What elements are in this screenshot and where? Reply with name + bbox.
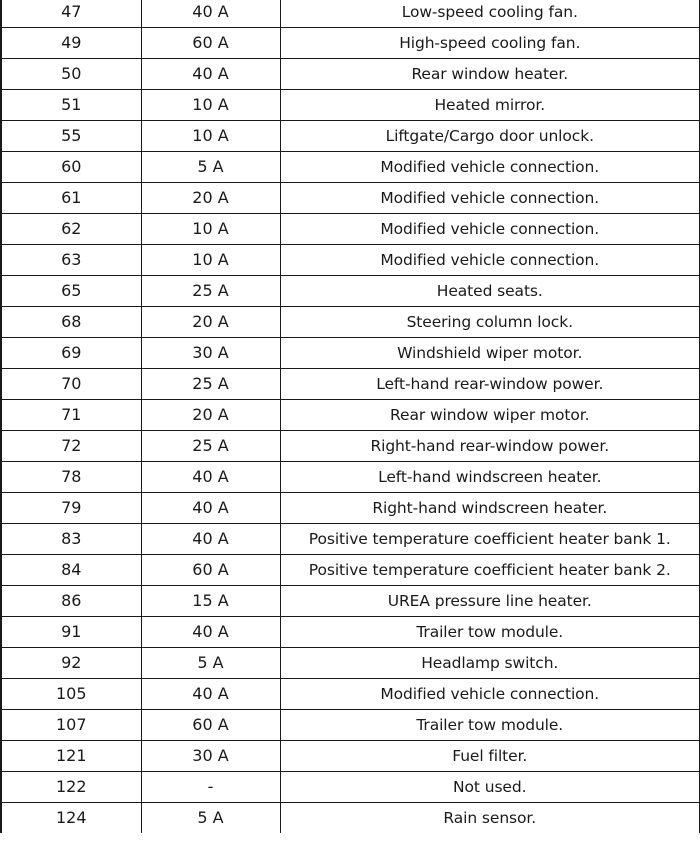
fuse-number-cell: 47 [1,0,141,28]
protected-circuit-cell: Modified vehicle connection. [280,679,700,710]
fuse-number-cell: 70 [1,369,141,400]
table-row [1,555,700,586]
fuse-number-cell: 71 [1,400,141,431]
fuse-number-cell: 84 [1,555,141,586]
protected-circuit-cell: Fuel filter. [280,741,700,772]
fuse-number-cell: 78 [1,462,141,493]
fuse-number-cell: 61 [1,183,141,214]
protected-circuit-cell: Modified vehicle connection. [280,214,700,245]
fuse-rating-cell: 25 A [141,431,280,462]
protected-circuit-cell: UREA pressure line heater. [280,586,700,617]
table-row [1,28,700,59]
fuse-number-cell: 92 [1,648,141,679]
fuse-rating-cell: 10 A [141,121,280,152]
fuse-number-cell: 65 [1,276,141,307]
fuse-rating-cell: - [141,772,280,803]
fuse-rating-cell: 25 A [141,369,280,400]
fuse-number-cell: 49 [1,28,141,59]
protected-circuit-cell: Rear window heater. [280,59,700,90]
table-row [1,59,700,90]
fuse-number-cell: 62 [1,214,141,245]
fuse-rating-cell: 40 A [141,462,280,493]
fuse-rating-cell: 10 A [141,245,280,276]
protected-circuit-cell: Modified vehicle connection. [280,245,700,276]
protected-circuit-cell: Modified vehicle connection. [280,183,700,214]
protected-circuit-cell: Left-hand windscreen heater. [280,462,700,493]
table-row [1,524,700,555]
fuse-rating-cell: 60 A [141,28,280,59]
fuse-rating-cell: 40 A [141,59,280,90]
fuse-number-cell: 105 [1,679,141,710]
table-row [1,493,700,524]
fuse-number-cell: 50 [1,59,141,90]
fuse-number-cell: 60 [1,152,141,183]
table-row [1,369,700,400]
fuse-rating-cell: 40 A [141,493,280,524]
fuse-table-body [1,0,700,833]
table-row [1,245,700,276]
protected-circuit-cell: Liftgate/Cargo door unlock. [280,121,700,152]
fuse-number-cell: 55 [1,121,141,152]
fuse-rating-cell: 25 A [141,276,280,307]
fuse-number-cell: 72 [1,431,141,462]
table-row [1,276,700,307]
fuse-rating-cell: 10 A [141,90,280,121]
table-row [1,338,700,369]
table-row [1,617,700,648]
table-row [1,803,700,834]
fuse-number-cell: 121 [1,741,141,772]
fuse-number-cell: 83 [1,524,141,555]
protected-circuit-cell: Trailer tow module. [280,710,700,741]
fuse-number-cell: 122 [1,772,141,803]
fuse-rating-cell: 60 A [141,710,280,741]
table-row [1,679,700,710]
table-row [1,152,700,183]
fuse-rating-cell: 15 A [141,586,280,617]
protected-circuit-cell: Modified vehicle connection. [280,152,700,183]
protected-circuit-cell: Positive temperature coefficient heater bank 1. [280,524,700,555]
table-row [1,741,700,772]
table-row [1,307,700,338]
protected-circuit-cell: Right-hand windscreen heater. [280,493,700,524]
fuse-number-cell: 91 [1,617,141,648]
protected-circuit-cell: Positive temperature coefficient heater bank 2. [280,555,700,586]
fuse-number-cell: 124 [1,803,141,834]
table-row [1,0,700,28]
protected-circuit-cell: Left-hand rear-window power. [280,369,700,400]
protected-circuit-cell: Headlamp switch. [280,648,700,679]
fuse-rating-cell: 40 A [141,617,280,648]
table-row [1,772,700,803]
protected-circuit-cell: Heated seats. [280,276,700,307]
protected-circuit-cell: Heated mirror. [280,90,700,121]
fuse-rating-cell: 40 A [141,679,280,710]
fuse-rating-cell: 60 A [141,555,280,586]
protected-circuit-cell: Windshield wiper motor. [280,338,700,369]
fuse-number-cell: 86 [1,586,141,617]
fuse-rating-cell: 5 A [141,648,280,679]
protected-circuit-cell: High-speed cooling fan. [280,28,700,59]
fuse-rating-cell: 20 A [141,400,280,431]
table-row [1,586,700,617]
fuse-number-cell: 68 [1,307,141,338]
table-row [1,400,700,431]
protected-circuit-cell: Not used. [280,772,700,803]
table-row [1,648,700,679]
fuse-rating-cell: 30 A [141,741,280,772]
protected-circuit-cell: Right-hand rear-window power. [280,431,700,462]
fuse-rating-cell: 40 A [141,524,280,555]
table-row [1,710,700,741]
table-row [1,431,700,462]
fuse-number-cell: 79 [1,493,141,524]
fuse-number-cell: 63 [1,245,141,276]
protected-circuit-cell: Trailer tow module. [280,617,700,648]
table-row [1,121,700,152]
protected-circuit-cell: Steering column lock. [280,307,700,338]
protected-circuit-cell: Low-speed cooling fan. [280,0,700,28]
table-row [1,90,700,121]
protected-circuit-cell: Rain sensor. [280,803,700,834]
fuse-rating-cell: 40 A [141,0,280,28]
fuse-rating-cell: 20 A [141,183,280,214]
table-row [1,183,700,214]
fuse-rating-cell: 20 A [141,307,280,338]
table-row [1,214,700,245]
fuse-rating-cell: 5 A [141,152,280,183]
fuse-number-cell: 69 [1,338,141,369]
protected-circuit-cell: Rear window wiper motor. [280,400,700,431]
fuse-number-cell: 107 [1,710,141,741]
fuse-number-cell: 51 [1,90,141,121]
table-row [1,462,700,493]
fuse-rating-cell: 10 A [141,214,280,245]
fuse-rating-cell: 30 A [141,338,280,369]
fuse-rating-cell: 5 A [141,803,280,834]
